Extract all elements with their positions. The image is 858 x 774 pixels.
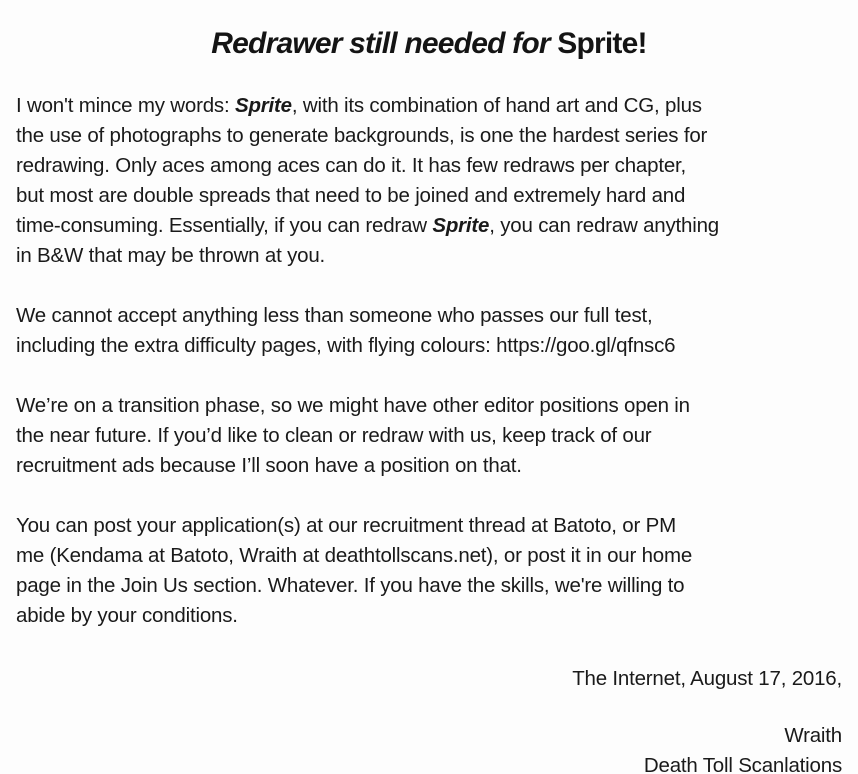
dateline: The Internet, August 17, 2016, xyxy=(572,667,842,690)
text-segment: in B&W that may be thrown at you. xyxy=(16,244,326,267)
page-title xyxy=(16,24,842,64)
text-segment: redrawing. Only aces among aces can do it. It has few redraws per chapter, xyxy=(16,154,687,177)
series-name-emphasis: Sprite xyxy=(234,94,292,117)
paragraph xyxy=(16,91,842,271)
title-series-name: Sprite! xyxy=(557,27,647,60)
text-segment: including the extra difficulty pages, with flying colours: https://goo.gl/qfnsc6 xyxy=(16,334,676,357)
text-segment: time-consuming. Essentially, if you can redraw xyxy=(16,214,433,237)
text-segment: abide by your conditions. xyxy=(16,604,238,627)
text-segment: We’re on a transition phase, so we might have other editor positions open in xyxy=(16,394,690,417)
paragraph xyxy=(16,511,842,631)
series-name-emphasis: Sprite xyxy=(432,214,490,237)
text-segment: me (Kendama at Batoto, Wraith at deathtollscans.net), or post it in our home xyxy=(16,544,693,567)
title-italic-part: Redrawer still needed for xyxy=(211,27,550,60)
text-segment: page in the Join Us section. Whatever. If you have the skills, we're willing to xyxy=(16,574,685,597)
paragraph xyxy=(16,301,842,361)
paragraph xyxy=(16,391,842,481)
text-segment: I won't mince my words: xyxy=(16,94,235,117)
announcement-body xyxy=(16,91,842,631)
signature-group: Death Toll Scanlations xyxy=(643,754,842,774)
text-segment: You can post your application(s) at our recruitment thread at Batoto, or PM xyxy=(16,514,676,537)
text-segment: the near future. If you’d like to clean or redraw with us, keep track of our xyxy=(16,424,652,447)
text-segment: the use of photographs to generate backgrounds, is one the hardest series for xyxy=(16,124,708,147)
text-segment: recruitment ads because I’ll soon have a position on that. xyxy=(16,454,522,477)
text-segment: , with its combination of hand art and CG, plus xyxy=(291,94,702,117)
signature-block xyxy=(16,721,842,774)
text-segment: We cannot accept anything less than someone who passes our full test, xyxy=(16,304,653,327)
text-segment: , you can redraw anything xyxy=(489,214,719,237)
text-segment: but most are double spreads that need to be joined and extremely hard and xyxy=(16,184,686,207)
signature-name: Wraith xyxy=(784,724,842,747)
